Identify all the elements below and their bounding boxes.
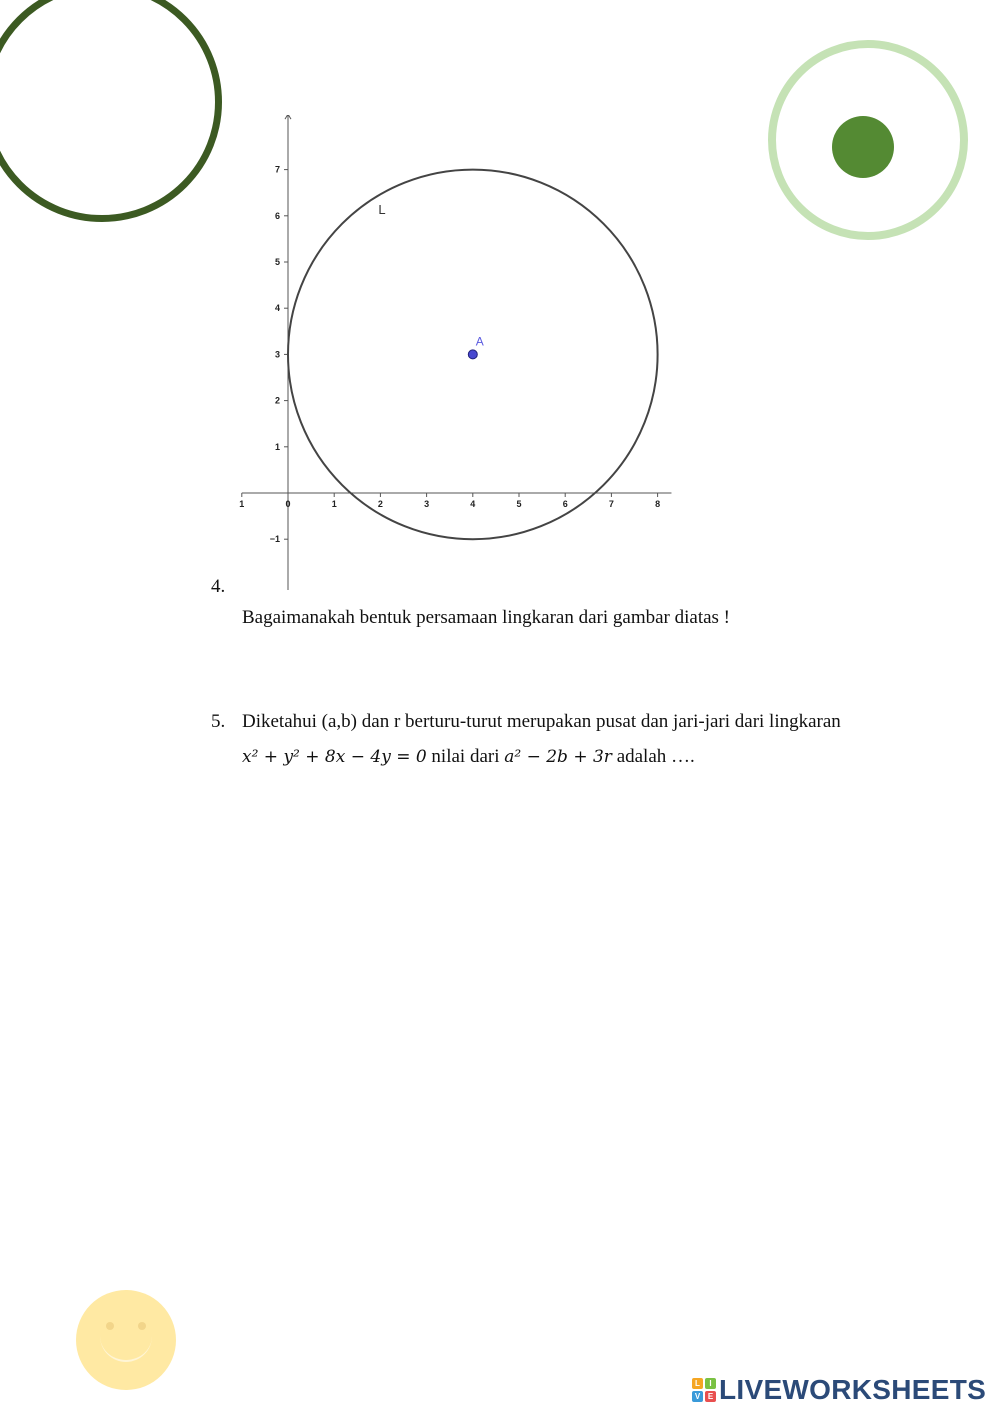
liveworksheets-logo[interactable] <box>692 1374 986 1406</box>
x-tick-label: 8 <box>655 499 661 509</box>
logo-letter-v: V <box>692 1391 703 1402</box>
x-tick-label: 3 <box>424 499 430 509</box>
logo-letter-l: L <box>692 1378 703 1389</box>
target-expression: a² − 2b + 3r <box>504 747 612 767</box>
x-tick-label: 1 <box>331 499 337 509</box>
x-tick-label: 1 <box>239 499 245 509</box>
smiley-face-icon <box>76 1290 176 1390</box>
point-a[interactable] <box>468 350 477 359</box>
logo-grid-icon <box>692 1378 716 1402</box>
axes <box>242 115 672 590</box>
question-4-number: 4. <box>211 576 226 597</box>
x-tick-label: 2 <box>377 499 383 509</box>
y-tick-label: 7 <box>274 164 280 175</box>
y-tick-label: 6 <box>274 210 280 221</box>
x-tick-label: 0 <box>285 499 291 509</box>
smiley-eye-right <box>138 1322 146 1330</box>
question-5-connector: nilai dari <box>431 746 500 767</box>
question-5-line1: Diketahui (a,b) dan r berturu-turut merupakan pusat dan jari-jari dari lingkaran <box>242 711 841 732</box>
circle-graph <box>230 115 690 595</box>
y-tick-label: 1 <box>274 441 280 452</box>
question-5-number: 5. <box>211 711 226 732</box>
question-5-line2 <box>242 746 695 768</box>
x-tick-labels <box>239 499 660 509</box>
x-tick-label: 4 <box>470 499 476 509</box>
smiley-mouth <box>100 1334 152 1362</box>
logo-letter-e: E <box>705 1391 716 1402</box>
y-tick-label: 5 <box>274 257 280 267</box>
y-tick-label: 2 <box>274 395 280 406</box>
question-4-text: Bagaimanakah bentuk persamaan lingkaran dari gambar diatas ! <box>242 607 730 628</box>
tick-marks <box>242 170 661 540</box>
logo-letter-i: I <box>705 1378 716 1389</box>
decorative-ring-dark <box>0 0 222 222</box>
circle-label: L <box>378 201 386 217</box>
point-label: A <box>475 334 484 349</box>
brand-name: LIVEWORKSHEETS <box>719 1374 987 1405</box>
y-tick-labels <box>270 165 280 545</box>
circle-equation: x² + y² + 8x − 4y = 0 <box>242 747 427 767</box>
decorative-dot <box>832 116 894 178</box>
question-5-ending: adalah …. <box>616 746 695 767</box>
y-tick-label: −1 <box>269 534 280 545</box>
y-tick-label: 3 <box>274 349 280 360</box>
y-tick-label: 4 <box>274 303 280 314</box>
x-tick-label: 6 <box>562 499 568 509</box>
x-tick-label: 5 <box>516 499 522 509</box>
smiley-eye-left <box>106 1322 114 1330</box>
x-tick-label: 7 <box>608 499 614 509</box>
